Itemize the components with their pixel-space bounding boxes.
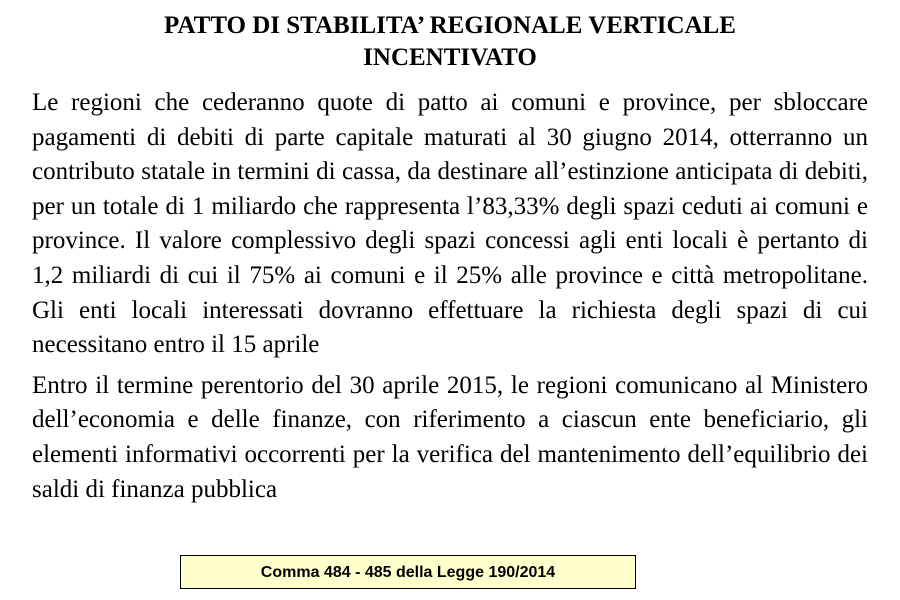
document-title: [60, 10, 840, 74]
source-reference-label: Comma 484 - 485 della Legge 190/2014: [260, 564, 556, 581]
source-reference-box: [180, 555, 636, 589]
title-line-2: INCENTIVATO: [363, 44, 537, 71]
paragraph-deadline: Entro il termine perentorio del 30 aprile 2015, le regioni comunicano al Ministero dell’economia e delle finanze, con riferimento a ciascun ente beneficiario, gli elementi informativi occorrenti per la verifica del mantenimento dell’equilibrio dei saldi di finanza pubblica: [32, 371, 868, 503]
title-line-1: PATTO DI STABILITA’ REGIONALE VERTICALE: [164, 12, 736, 39]
document-body: [32, 86, 868, 507]
paragraph-regional-quotas: Le regioni che cederanno quote di patto ai comuni e province, per sbloccare pagamenti di debiti di parte capitale maturati al 30 giugno 2014, otterranno un contributo statale in termini di cassa, da destinare all’estinzione anticipata di debiti, per un totale di 1 miliardo che rappresenta l’83,33% degli spazi ceduti ai comuni e province. Il valore complessivo degli spazi concessi agli enti locali è pertanto di 1,2 miliardi di cui il 75% ai comuni e il 25% alle province e città metropolitane. Gli enti locali interessati dovranno effettuare la richiesta degli spazi di cui necessitano entro il 15 aprile: [32, 89, 868, 359]
